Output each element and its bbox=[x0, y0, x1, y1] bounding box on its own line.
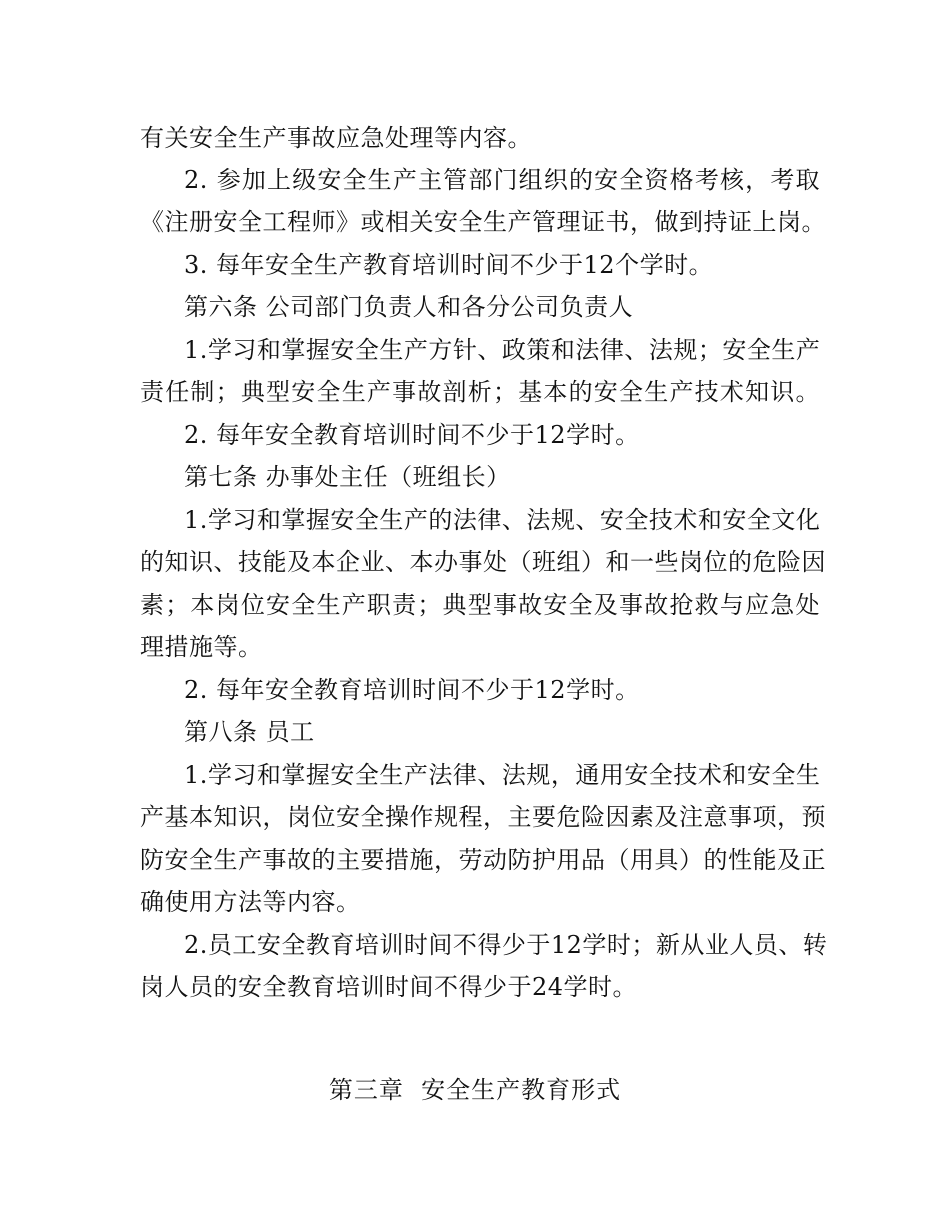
paragraph-line: 1.学习和掌握安全生产法律、法规，通用安全技术和安全生 bbox=[184, 761, 821, 789]
paragraph-line: 1.学习和掌握安全生产的法律、法规、安全技术和安全文化 bbox=[184, 506, 821, 534]
paragraph-line: 2. 参加上级安全生产主管部门组织的安全资格考核，考取 bbox=[184, 166, 820, 194]
paragraph-line: 岗人员的安全教育培训时间不得少于24学时。 bbox=[140, 973, 638, 1001]
paragraph-line: 防安全生产事故的主要措施，劳动防护用品（用具）的性能及正 bbox=[140, 846, 826, 874]
paragraph-line: 2.员工安全教育培训时间不得少于12学时；新从业人员、转 bbox=[184, 931, 828, 959]
paragraph-line: 2. 每年安全教育培训时间不少于12学时。 bbox=[184, 421, 640, 449]
paragraph-line: 素；本岗位安全生产职责；典型事故安全及事故抢救与应急处 bbox=[140, 591, 820, 619]
paragraph-line: 1.学习和掌握安全生产方针、政策和法律、法规；安全生产 bbox=[184, 336, 821, 364]
paragraph-line: 有关安全生产事故应急处理等内容。 bbox=[140, 124, 532, 152]
paragraph-line: 的知识、技能及本企业、本办事处（班组）和一些岗位的危险因 bbox=[140, 548, 826, 576]
article-heading: 第七条 办事处主任（班组长） bbox=[184, 463, 511, 491]
paragraph-line: 理措施等。 bbox=[140, 633, 263, 661]
paragraph-line: 产基本知识，岗位安全操作规程，主要危险因素及注意事项，预 bbox=[140, 803, 826, 831]
article-heading: 第八条 员工 bbox=[184, 718, 315, 746]
paragraph-line: 2. 每年安全教育培训时间不少于12学时。 bbox=[184, 676, 640, 704]
paragraph-line: 责任制；典型安全生产事故剖析；基本的安全生产技术知识。 bbox=[140, 378, 820, 406]
paragraph-line: 《注册安全工程师》或相关安全生产管理证书，做到持证上岗。 bbox=[140, 208, 826, 236]
article-heading: 第六条 公司部门负责人和各分公司负责人 bbox=[184, 293, 634, 321]
paragraph-line: 3. 每年安全生产教育培训时间不少于12个学时。 bbox=[184, 251, 714, 279]
chapter-heading: 第三章 安全生产教育形式 bbox=[328, 1076, 622, 1104]
paragraph-line: 确使用方法等内容。 bbox=[140, 888, 361, 916]
